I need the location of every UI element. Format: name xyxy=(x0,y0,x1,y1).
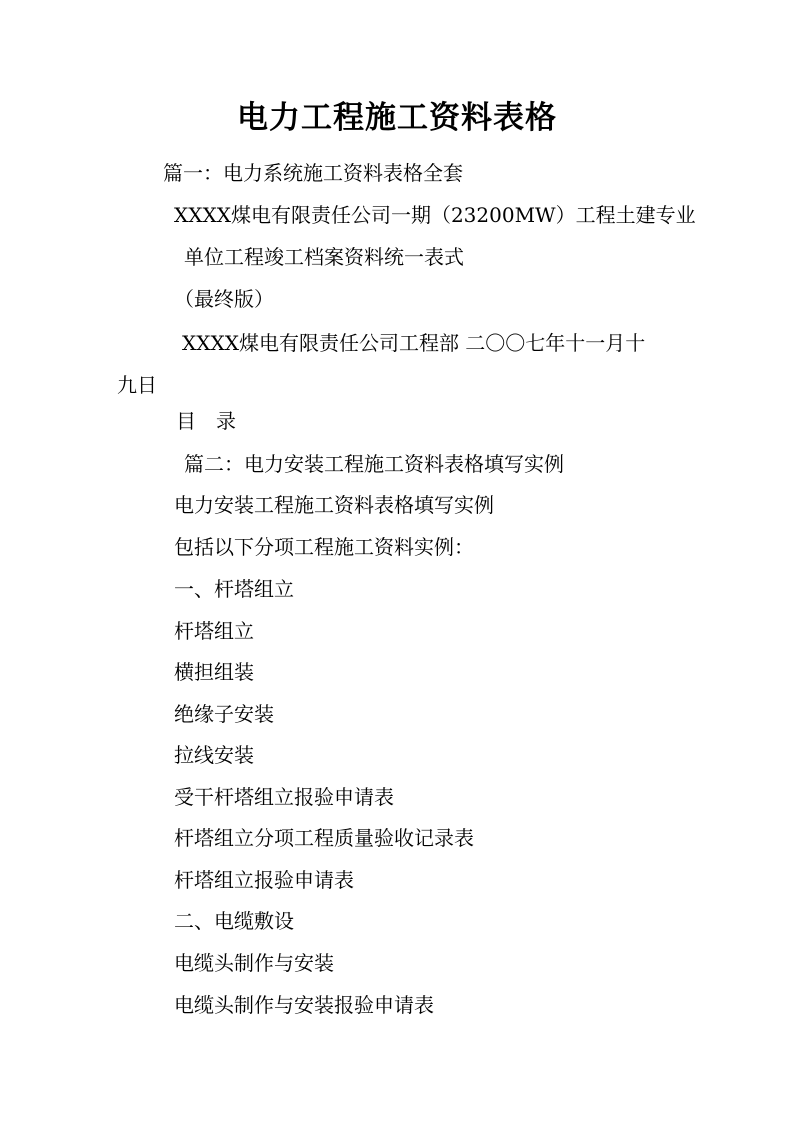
list-item: 电缆头制作与安装报验申请表 xyxy=(174,993,434,1017)
issuer-date-continuation: 九日 xyxy=(117,373,157,397)
document-title: 电力工程施工资料表格 xyxy=(237,100,557,136)
list-item: 受干杆塔组立报验申请表 xyxy=(174,785,394,809)
list-item: 一、杆塔组立 xyxy=(174,577,294,601)
project-name-line: XXXX煤电有限责任公司一期（23200MW）工程土建专业 xyxy=(174,203,696,227)
issuer-date-paragraph xyxy=(117,322,677,406)
list-item: 绝缘子安装 xyxy=(174,702,274,726)
list-item: 电力安装工程施工资料表格填写实例 xyxy=(174,493,494,517)
list-item: 包括以下分项工程施工资料实例： xyxy=(174,535,474,559)
list-item: 电缆头制作与安装 xyxy=(174,951,334,975)
list-item: 杆塔组立报验申请表 xyxy=(174,868,354,892)
list-item: 横担组装 xyxy=(174,660,254,684)
issuer-date-line: XXXX煤电有限责任公司工程部 二〇〇七年十一月十 xyxy=(182,331,646,355)
list-item: 杆塔组立分项工程质量验收记录表 xyxy=(174,826,474,850)
toc-heading: 目 录 xyxy=(176,409,236,433)
form-title-line: 单位工程竣工档案资料统一表式 xyxy=(184,245,464,269)
list-item: 拉线安装 xyxy=(174,743,254,767)
section-heading-1: 篇一：电力系统施工资料表格全套 xyxy=(163,161,463,185)
section-heading-2: 篇二：电力安装工程施工资料表格填写实例 xyxy=(184,452,564,476)
list-item: 杆塔组立 xyxy=(174,619,254,643)
list-item: 二、电缆敷设 xyxy=(174,909,294,933)
version-line: （最终版） xyxy=(174,287,274,311)
